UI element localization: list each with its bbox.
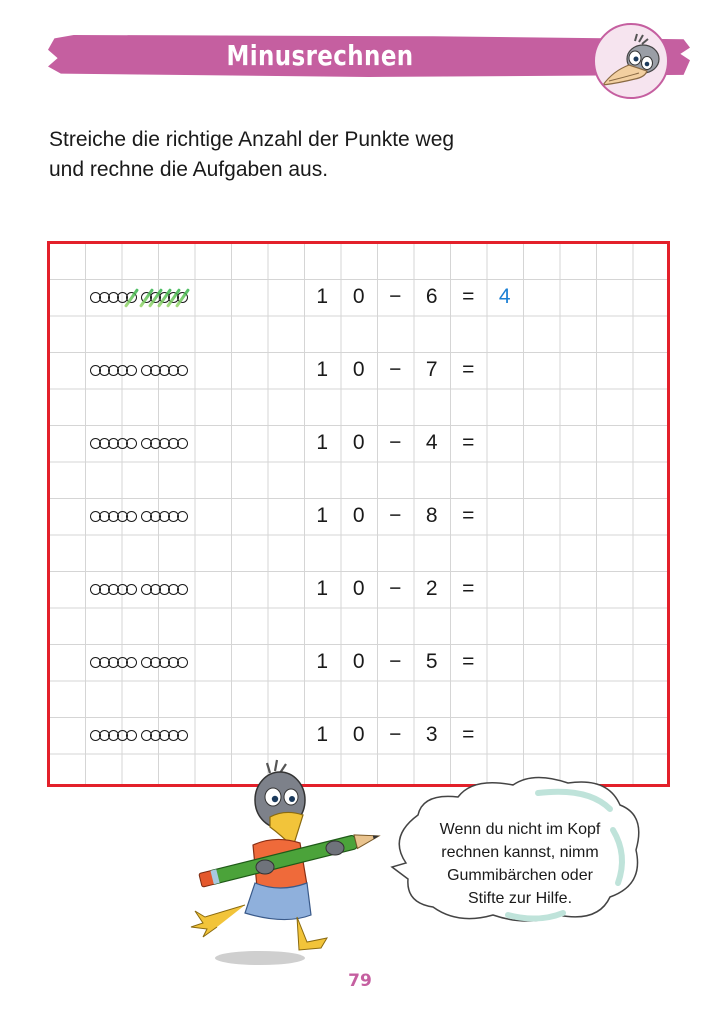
hint-line-3: Gummibärchen oder <box>447 867 593 884</box>
subtrahend-digit: 6 <box>425 285 438 309</box>
minus-sign: − <box>389 577 402 601</box>
minus-sign: − <box>389 431 402 455</box>
minuend-tens-digit: 1 <box>316 504 329 528</box>
dot[interactable] <box>126 584 137 595</box>
answer-field[interactable] <box>487 352 524 389</box>
dot-group <box>141 657 186 668</box>
counting-dots[interactable] <box>90 352 192 389</box>
exercise-grid <box>47 241 670 787</box>
hint-text <box>405 818 635 910</box>
hint-line-4: Stifte zur Hilfe. <box>467 890 573 907</box>
dot[interactable] <box>177 365 188 376</box>
struck-dot[interactable] <box>126 292 137 303</box>
minus-sign: − <box>389 504 402 528</box>
dot-group <box>90 730 135 741</box>
counting-dots[interactable] <box>90 498 192 535</box>
answer-field[interactable] <box>487 571 524 608</box>
hint-line-1: Wenn du nicht im Kopf <box>439 821 601 838</box>
struck-dot[interactable] <box>177 292 188 303</box>
dot-group <box>141 584 186 595</box>
instruction-text <box>49 125 569 185</box>
subtrahend-digit: 4 <box>425 431 438 455</box>
exercise-row <box>50 571 667 608</box>
equals-sign: = <box>462 504 475 528</box>
equals-sign: = <box>462 723 475 747</box>
minuend-ones-digit: 0 <box>352 431 365 455</box>
exercise-row <box>50 279 667 316</box>
dot-group <box>141 438 186 449</box>
answer-field[interactable] <box>487 644 524 681</box>
counting-dots[interactable] <box>90 279 192 316</box>
counting-dots[interactable] <box>90 571 192 608</box>
exercise-row <box>50 498 667 535</box>
subtrahend-digit: 2 <box>425 577 438 601</box>
equals-sign: = <box>462 650 475 674</box>
minus-sign: − <box>389 650 402 674</box>
minuend-ones-digit: 0 <box>352 504 365 528</box>
subtrahend-digit: 7 <box>425 358 438 382</box>
minuend-ones-digit: 0 <box>352 285 365 309</box>
minus-sign: − <box>389 723 402 747</box>
counting-dots[interactable] <box>90 717 192 754</box>
subtrahend-digit: 8 <box>425 504 438 528</box>
equals-sign: = <box>462 358 475 382</box>
page-number: 79 <box>348 971 372 991</box>
minuend-ones-digit: 0 <box>352 358 365 382</box>
minus-sign: − <box>389 358 402 382</box>
dot[interactable] <box>177 657 188 668</box>
minus-sign: − <box>389 285 402 309</box>
answer-field[interactable] <box>487 717 524 754</box>
dot-group <box>141 292 186 303</box>
answer-field[interactable]: 4 <box>498 285 511 309</box>
minuend-tens-digit: 1 <box>316 431 329 455</box>
instruction-line-2: und rechne die Aufgaben aus. <box>49 158 329 181</box>
dot[interactable] <box>177 730 188 741</box>
answer-field[interactable] <box>487 498 524 535</box>
equals-sign: = <box>462 577 475 601</box>
minuend-tens-digit: 1 <box>316 577 329 601</box>
dot[interactable] <box>126 730 137 741</box>
raven-with-pencil-icon <box>185 755 395 975</box>
dot-group <box>141 730 186 741</box>
exercise-row <box>50 644 667 681</box>
minuend-ones-digit: 0 <box>352 723 365 747</box>
dot-group <box>90 584 135 595</box>
dot-group <box>90 438 135 449</box>
dot[interactable] <box>177 511 188 522</box>
equals-sign: = <box>462 285 475 309</box>
exercise-row <box>50 352 667 389</box>
dot[interactable] <box>126 511 137 522</box>
dot-group <box>90 292 135 303</box>
counting-dots[interactable] <box>90 644 192 681</box>
dot[interactable] <box>126 657 137 668</box>
minuend-tens-digit: 1 <box>316 358 329 382</box>
raven-head-icon <box>593 23 669 99</box>
dot-group <box>141 365 186 376</box>
subtrahend-digit: 5 <box>425 650 438 674</box>
counting-dots[interactable] <box>90 425 192 462</box>
dot[interactable] <box>126 438 137 449</box>
hint-line-2: rechnen kannst, nimm <box>441 844 599 861</box>
equals-sign: = <box>462 431 475 455</box>
subtrahend-digit: 3 <box>425 723 438 747</box>
dot-group <box>90 511 135 522</box>
answer-field[interactable] <box>487 425 524 462</box>
minuend-tens-digit: 1 <box>316 650 329 674</box>
instruction-line-1: Streiche die richtige Anzahl der Punkte weg <box>49 128 455 151</box>
minuend-ones-digit: 0 <box>352 650 365 674</box>
dot[interactable] <box>126 365 137 376</box>
dot-group <box>90 657 135 668</box>
minuend-ones-digit: 0 <box>352 577 365 601</box>
page-title: Minusrechnen <box>226 39 414 72</box>
exercise-row <box>50 717 667 754</box>
minuend-tens-digit: 1 <box>316 723 329 747</box>
dot[interactable] <box>177 584 188 595</box>
dot[interactable] <box>177 438 188 449</box>
dot-group <box>141 511 186 522</box>
exercise-row <box>50 425 667 462</box>
dot-group <box>90 365 135 376</box>
minuend-tens-digit: 1 <box>316 285 329 309</box>
